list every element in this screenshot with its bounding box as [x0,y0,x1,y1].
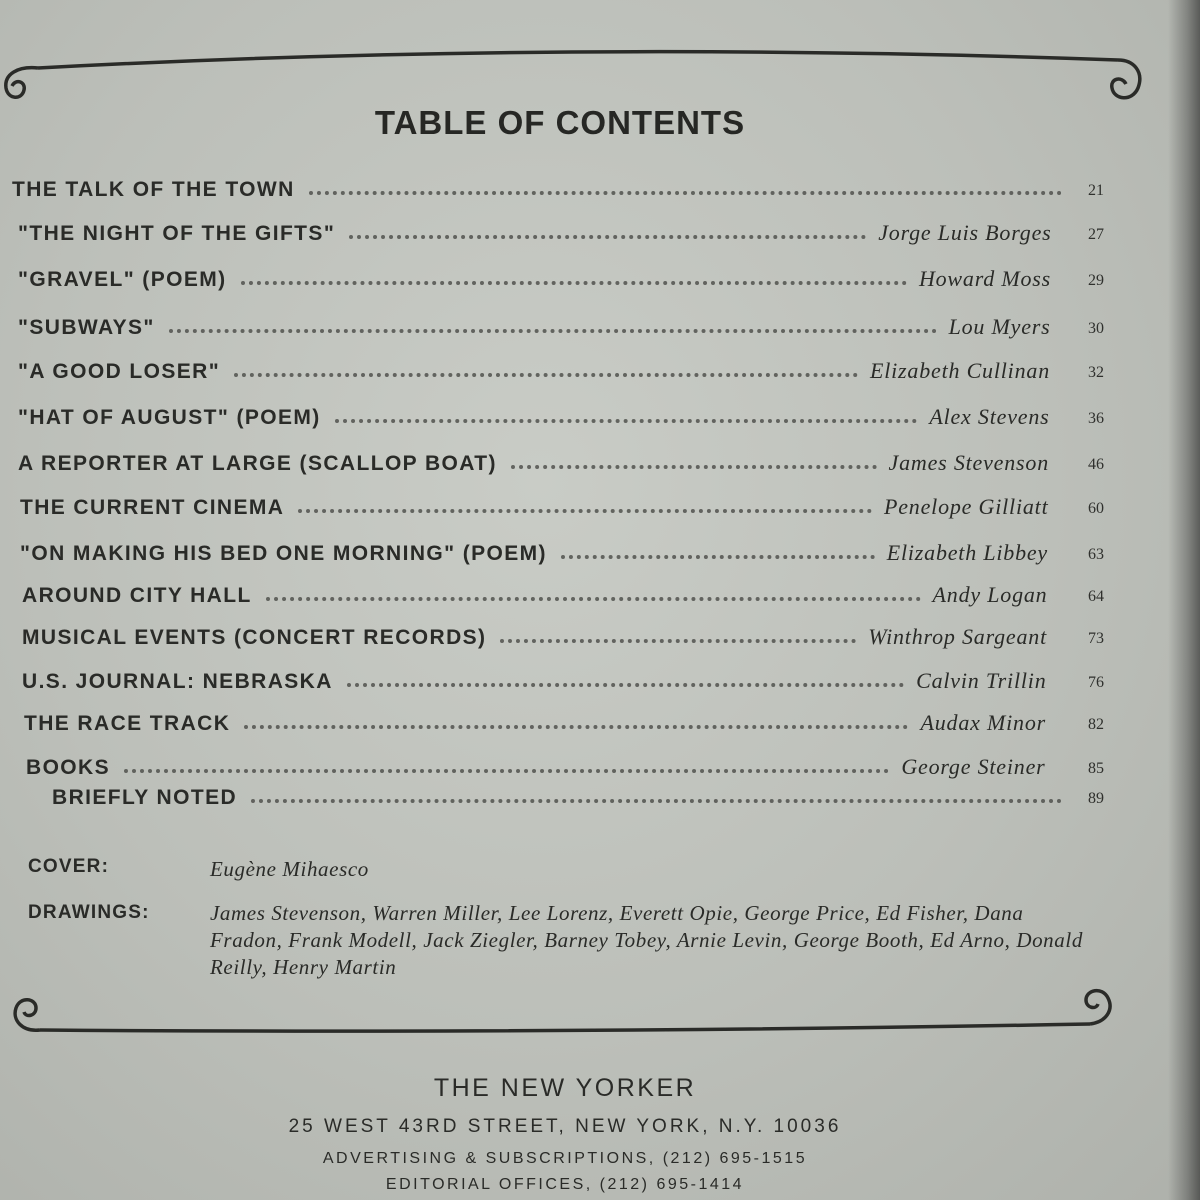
cover-artist: Eugène Mihaesco [210,857,369,881]
toc-entry-page: 89 [1088,790,1104,807]
toc-entry-page: 27 [1088,226,1104,243]
toc-entry [0,360,1120,394]
toc-leader-dots [298,505,872,513]
toc-entry-author: Howard Moss [918,266,1051,291]
toc-entry-title: "GRAVEL" (POEM) [18,268,227,291]
toc-leader-dots [349,231,866,239]
toc-entry-author: George Steiner [901,754,1046,779]
toc-entry-title: THE RACE TRACK [24,712,231,735]
toc-entry [0,178,1120,212]
toc-entry-page: 60 [1088,500,1104,517]
toc-entry-author: Andy Logan [932,582,1048,607]
top-border-line [38,52,1118,68]
publication-address: 25 WEST 43RD STREET, NEW YORK, N.Y. 10036 [288,1116,842,1137]
editorial-phone: EDITORIAL OFFICES, (212) 695-1414 [385,1176,745,1193]
page-title: TABLE OF CONTENTS [374,104,746,141]
toc-entry [0,542,1120,576]
toc-entry-title: THE CURRENT CINEMA [20,496,285,519]
toc-entry-title: THE TALK OF THE TOWN [12,178,295,201]
toc-entry-author: Jorge Luis Borges [878,220,1052,245]
toc-entry [0,584,1120,618]
toc-entry-page: 21 [1088,182,1104,199]
advertising-phone: ADVERTISING & SUBSCRIPTIONS, (212) 695-1515 [322,1150,808,1167]
toc-entry-page: 85 [1088,760,1104,777]
toc-entry-page: 63 [1088,546,1104,563]
toc-leader-dots [241,277,907,285]
toc-entry [0,268,1120,302]
toc-leader-dots [124,765,889,773]
toc-entry-author: Audax Minor [920,710,1046,735]
toc-entry-author: Alex Stevens [929,404,1050,429]
toc-entry [0,406,1120,440]
toc-entry [0,712,1120,746]
toc-entry [0,626,1120,660]
toc-leader-dots [169,325,937,333]
toc-entry-page: 76 [1088,674,1104,691]
toc-entry-title: "THE NIGHT OF THE GIFTS" [18,222,336,245]
cover-label: COVER: [28,856,110,877]
toc-entry-author: Elizabeth Cullinan [869,358,1050,383]
toc-entry-author: Winthrop Sargeant [868,624,1047,649]
toc-entry-title: AROUND CITY HALL [22,584,252,607]
toc-entry-author: Penelope Gilliatt [883,494,1049,519]
bottom-border-line [40,1024,1090,1031]
toc-leader-dots [234,369,858,377]
toc-entry [0,452,1120,486]
toc-leader-dots [309,187,1062,195]
toc-entry-author: Calvin Trillin [916,668,1047,693]
toc-leader-dots [251,795,1062,803]
toc-entry-title: A REPORTER AT LARGE (SCALLOP BOAT) [18,452,497,475]
toc-entry-author: James Stevenson [888,450,1049,475]
toc-entry [0,222,1120,256]
toc-entry [0,786,1120,820]
toc-entry-title: U.S. JOURNAL: NEBRASKA [22,670,333,693]
toc-leader-dots [266,593,921,601]
toc-leader-dots [561,551,875,559]
toc-entry-page: 36 [1088,410,1104,427]
bottom-right-scroll [1086,991,1110,1024]
toc-entry [0,670,1120,704]
toc-entry-title: MUSICAL EVENTS (CONCERT RECORDS) [22,626,487,649]
toc-entry-page: 64 [1088,588,1104,605]
toc-entry-author: Elizabeth Libbey [886,540,1048,565]
drawings-label: DRAWINGS: [28,902,150,923]
toc-entry-title: "A GOOD LOSER" [18,360,221,383]
toc-entry [0,496,1120,530]
toc-entry-page: 46 [1088,456,1104,473]
publication-name: THE NEW YORKER [433,1074,697,1102]
toc-entry-page: 82 [1088,716,1104,733]
toc-entry-page: 73 [1088,630,1104,647]
toc-entry-author: Lou Myers [948,314,1051,339]
top-left-scroll [6,68,38,98]
toc-leader-dots [244,721,908,729]
toc-entry-title: "ON MAKING HIS BED ONE MORNING" (POEM) [20,542,547,565]
toc-entry-page: 30 [1088,320,1104,337]
toc-entry [0,756,1120,790]
toc-entry-title: "SUBWAYS" [18,316,155,339]
bottom-left-scroll [15,1000,40,1030]
toc-leader-dots [500,635,856,643]
toc-entry-page: 32 [1088,364,1104,381]
toc-entry [0,316,1120,350]
toc-leader-dots [511,461,877,469]
toc-leader-dots [335,415,918,423]
toc-entry-title: "HAT OF AUGUST" (POEM) [18,406,321,429]
toc-leader-dots [347,679,904,687]
toc-entry-title: BRIEFLY NOTED [52,786,238,809]
top-right-scroll [1112,60,1140,98]
toc-entry-page: 29 [1088,272,1104,289]
drawings-artists: James Stevenson, Warren Miller, Lee Lorenz, Everett Opie, George Price, Ed Fisher, Dana Fradon, Frank Modell, Jack Ziegler, Barney Tobey, Arnie Levin, George Booth, Ed Arno, Donald Reilly, Henry Martin [210,901,1083,979]
toc-entry-title: BOOKS [26,756,111,779]
